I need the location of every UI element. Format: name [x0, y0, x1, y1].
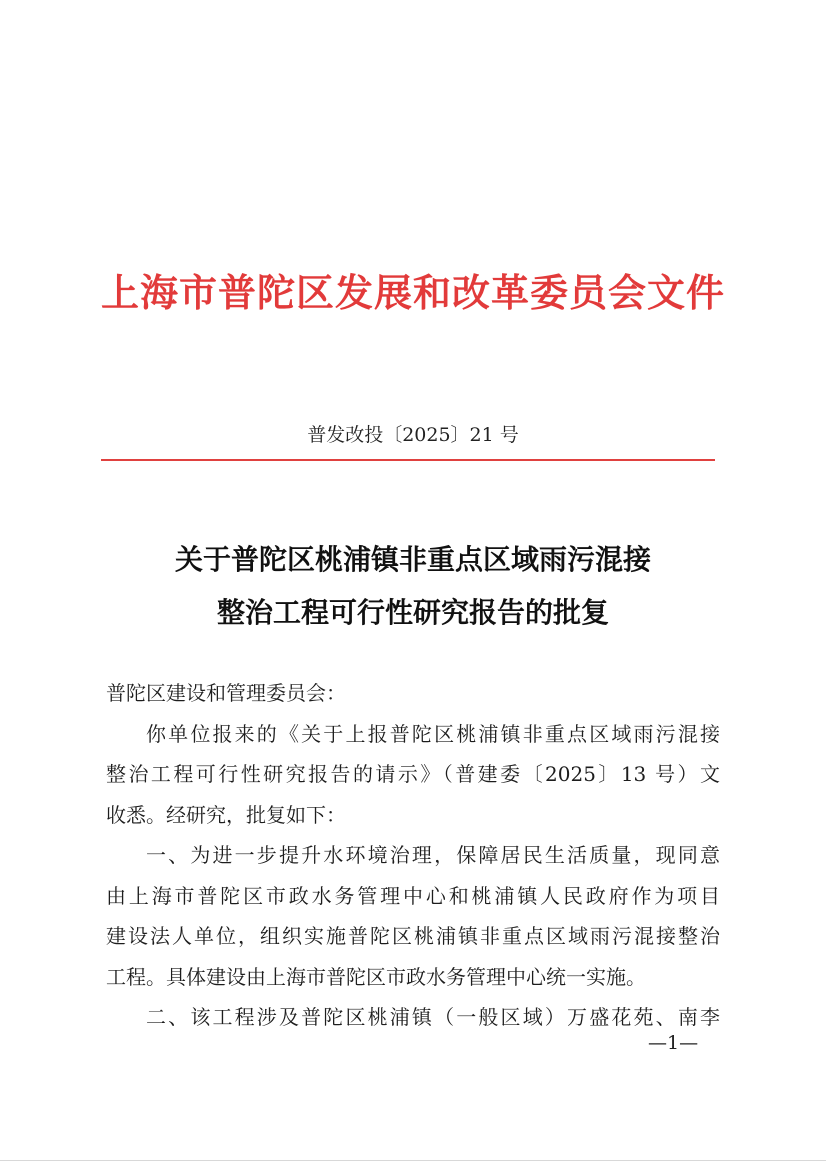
paragraph-2-line-2: 由上海市普陀区市政水务管理中心和桃浦镇人民政府作为项目: [106, 883, 720, 908]
paragraph-2-line-1: 一、为进一步提升水环境治理，保障居民生活质量，现同意: [146, 843, 720, 867]
paragraph-1-line-2: 整治工程可行性研究报告的请示》（普建委〔2025〕13 号）文: [106, 762, 720, 786]
document-title-line-2: 整治工程可行性研究报告的批复: [216, 596, 609, 629]
document-number: 普发改投〔2025〕21 号: [307, 424, 519, 446]
document-body: [106, 673, 720, 1038]
paragraph-1-line-1: 你单位报来的《关于上报普陀区桃浦镇非重点区域雨污混接: [146, 721, 720, 746]
paragraph-1-line-3: 收悉。经研究，批复如下：: [106, 802, 346, 827]
paragraph-3-line-1: 二、该工程涉及普陀区桃浦镇（一般区域）万盛花苑、南李: [146, 1005, 720, 1029]
paragraph-2-line-4: 工程。具体建设由上海市普陀区市政水务管理中心统一实施。: [106, 964, 646, 989]
page-bottom-edge: [0, 1160, 826, 1161]
document-title: [0, 533, 826, 639]
page-number: —1—: [648, 1032, 699, 1054]
red-separator-line: [101, 459, 715, 461]
paragraph-2-line-3: 建设法人单位，组织实施普陀区桃浦镇非重点区域雨污混接整治: [106, 924, 720, 948]
recipient-line: 普陀区建设和管理委员会：: [106, 681, 346, 705]
document-title-line-1: 关于普陀区桃浦镇非重点区域雨污混接: [174, 543, 651, 576]
issuing-organization-title: 上海市普陀区发展和改革委员会文件: [100, 270, 725, 315]
